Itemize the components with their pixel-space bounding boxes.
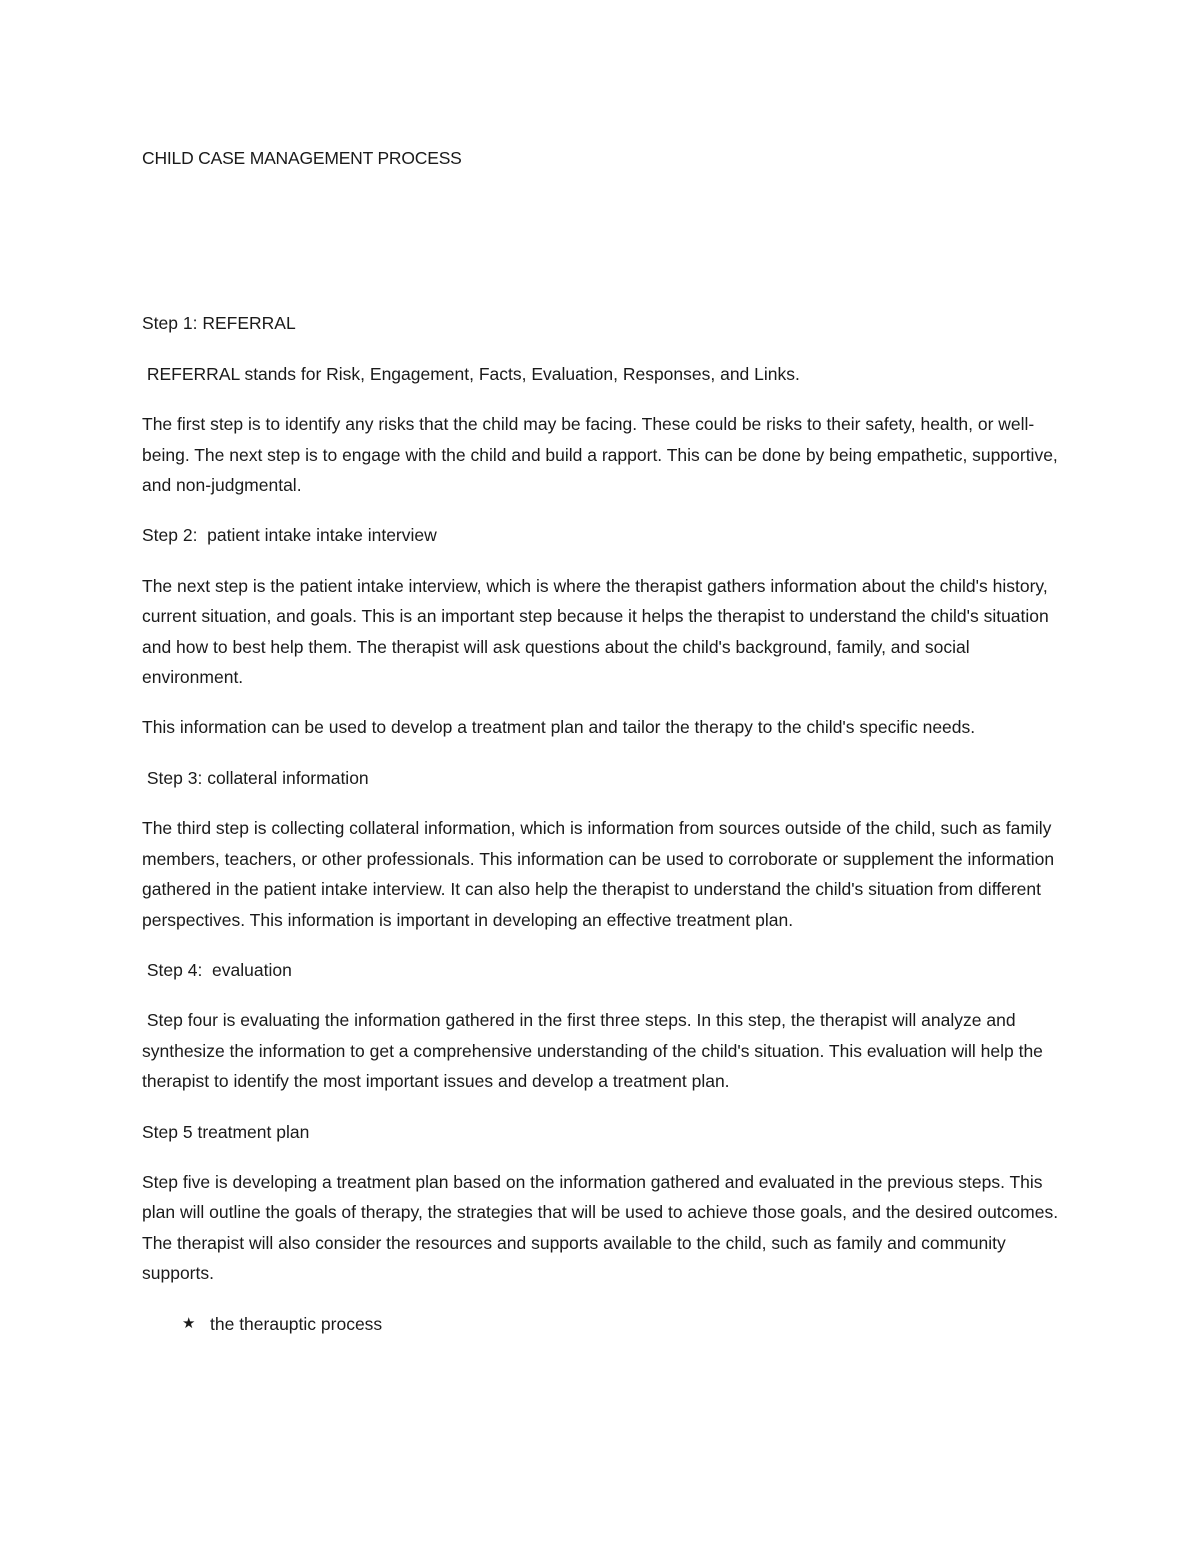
step-2-paragraph-1: The next step is the patient intake interview, which is where the therapist gathers information about the child's history, current situation, and goals. This is an important step because it helps the therapist to understand the child's situation and how to best help them. The therapist will ask questions about the child's background, family, and social environment. <box>142 575 1049 688</box>
step-1-paragraph-2: The first step is to identify any risks that the child may be facing. These could be risks to their safety, health, or well-being. The next step is to engage with the child and build a rapport. This can be done by being empathetic, supportive, and non-judgmental. <box>142 414 1058 496</box>
step-2-paragraph-2: This information can be used to develop a treatment plan and tailor the therapy to the child's specific needs. <box>142 717 976 738</box>
step-1-paragraph-1: REFERRAL stands for Risk, Engagement, Facts, Evaluation, Responses, and Links. <box>142 363 800 384</box>
step-3-paragraph-1: The third step is collecting collateral information, which is information from sources outside of the child, such as family members, teachers, or other professionals. This information can be used to corroborate or supplement the information gathered in the patient intake interview. It can also help the therapist to understand the child's situation from different perspectives. This information is important in developing an effective treatment plan. <box>142 818 1055 930</box>
document-title: CHILD CASE MANAGEMENT PROCESS <box>142 148 462 168</box>
step-5-heading: Step 5 treatment plan <box>142 1121 310 1142</box>
star-icon: ★ <box>182 1314 196 1332</box>
bullet-text: the therauptic process <box>210 1313 383 1334</box>
document-body <box>142 143 1062 1339</box>
bullet-list-item <box>142 1309 1062 1339</box>
step-2-heading: Step 2: patient intake intake interview <box>142 525 437 546</box>
step-3-heading: Step 3: collateral information <box>142 767 369 788</box>
title-spacer <box>142 173 1062 308</box>
step-1-heading: Step 1: REFERRAL <box>142 313 296 334</box>
step-4-heading: Step 4: evaluation <box>142 959 292 980</box>
step-5-paragraph-1: Step five is developing a treatment plan based on the information gathered and evaluated in the previous steps. This plan will outline the goals of therapy, the strategies that will be used to achieve those goals, and the desired outcomes. The therapist will also consider the resources and supports available to the child, such as family and community supports. <box>142 1171 1059 1284</box>
step-4-paragraph-1: Step four is evaluating the information gathered in the first three steps. In this step, the therapist will analyze and synthesize the information to get a comprehensive understanding of the child's situation. This evaluation will help the therapist to identify the most important issues and develop a treatment plan. <box>142 1010 1048 1092</box>
